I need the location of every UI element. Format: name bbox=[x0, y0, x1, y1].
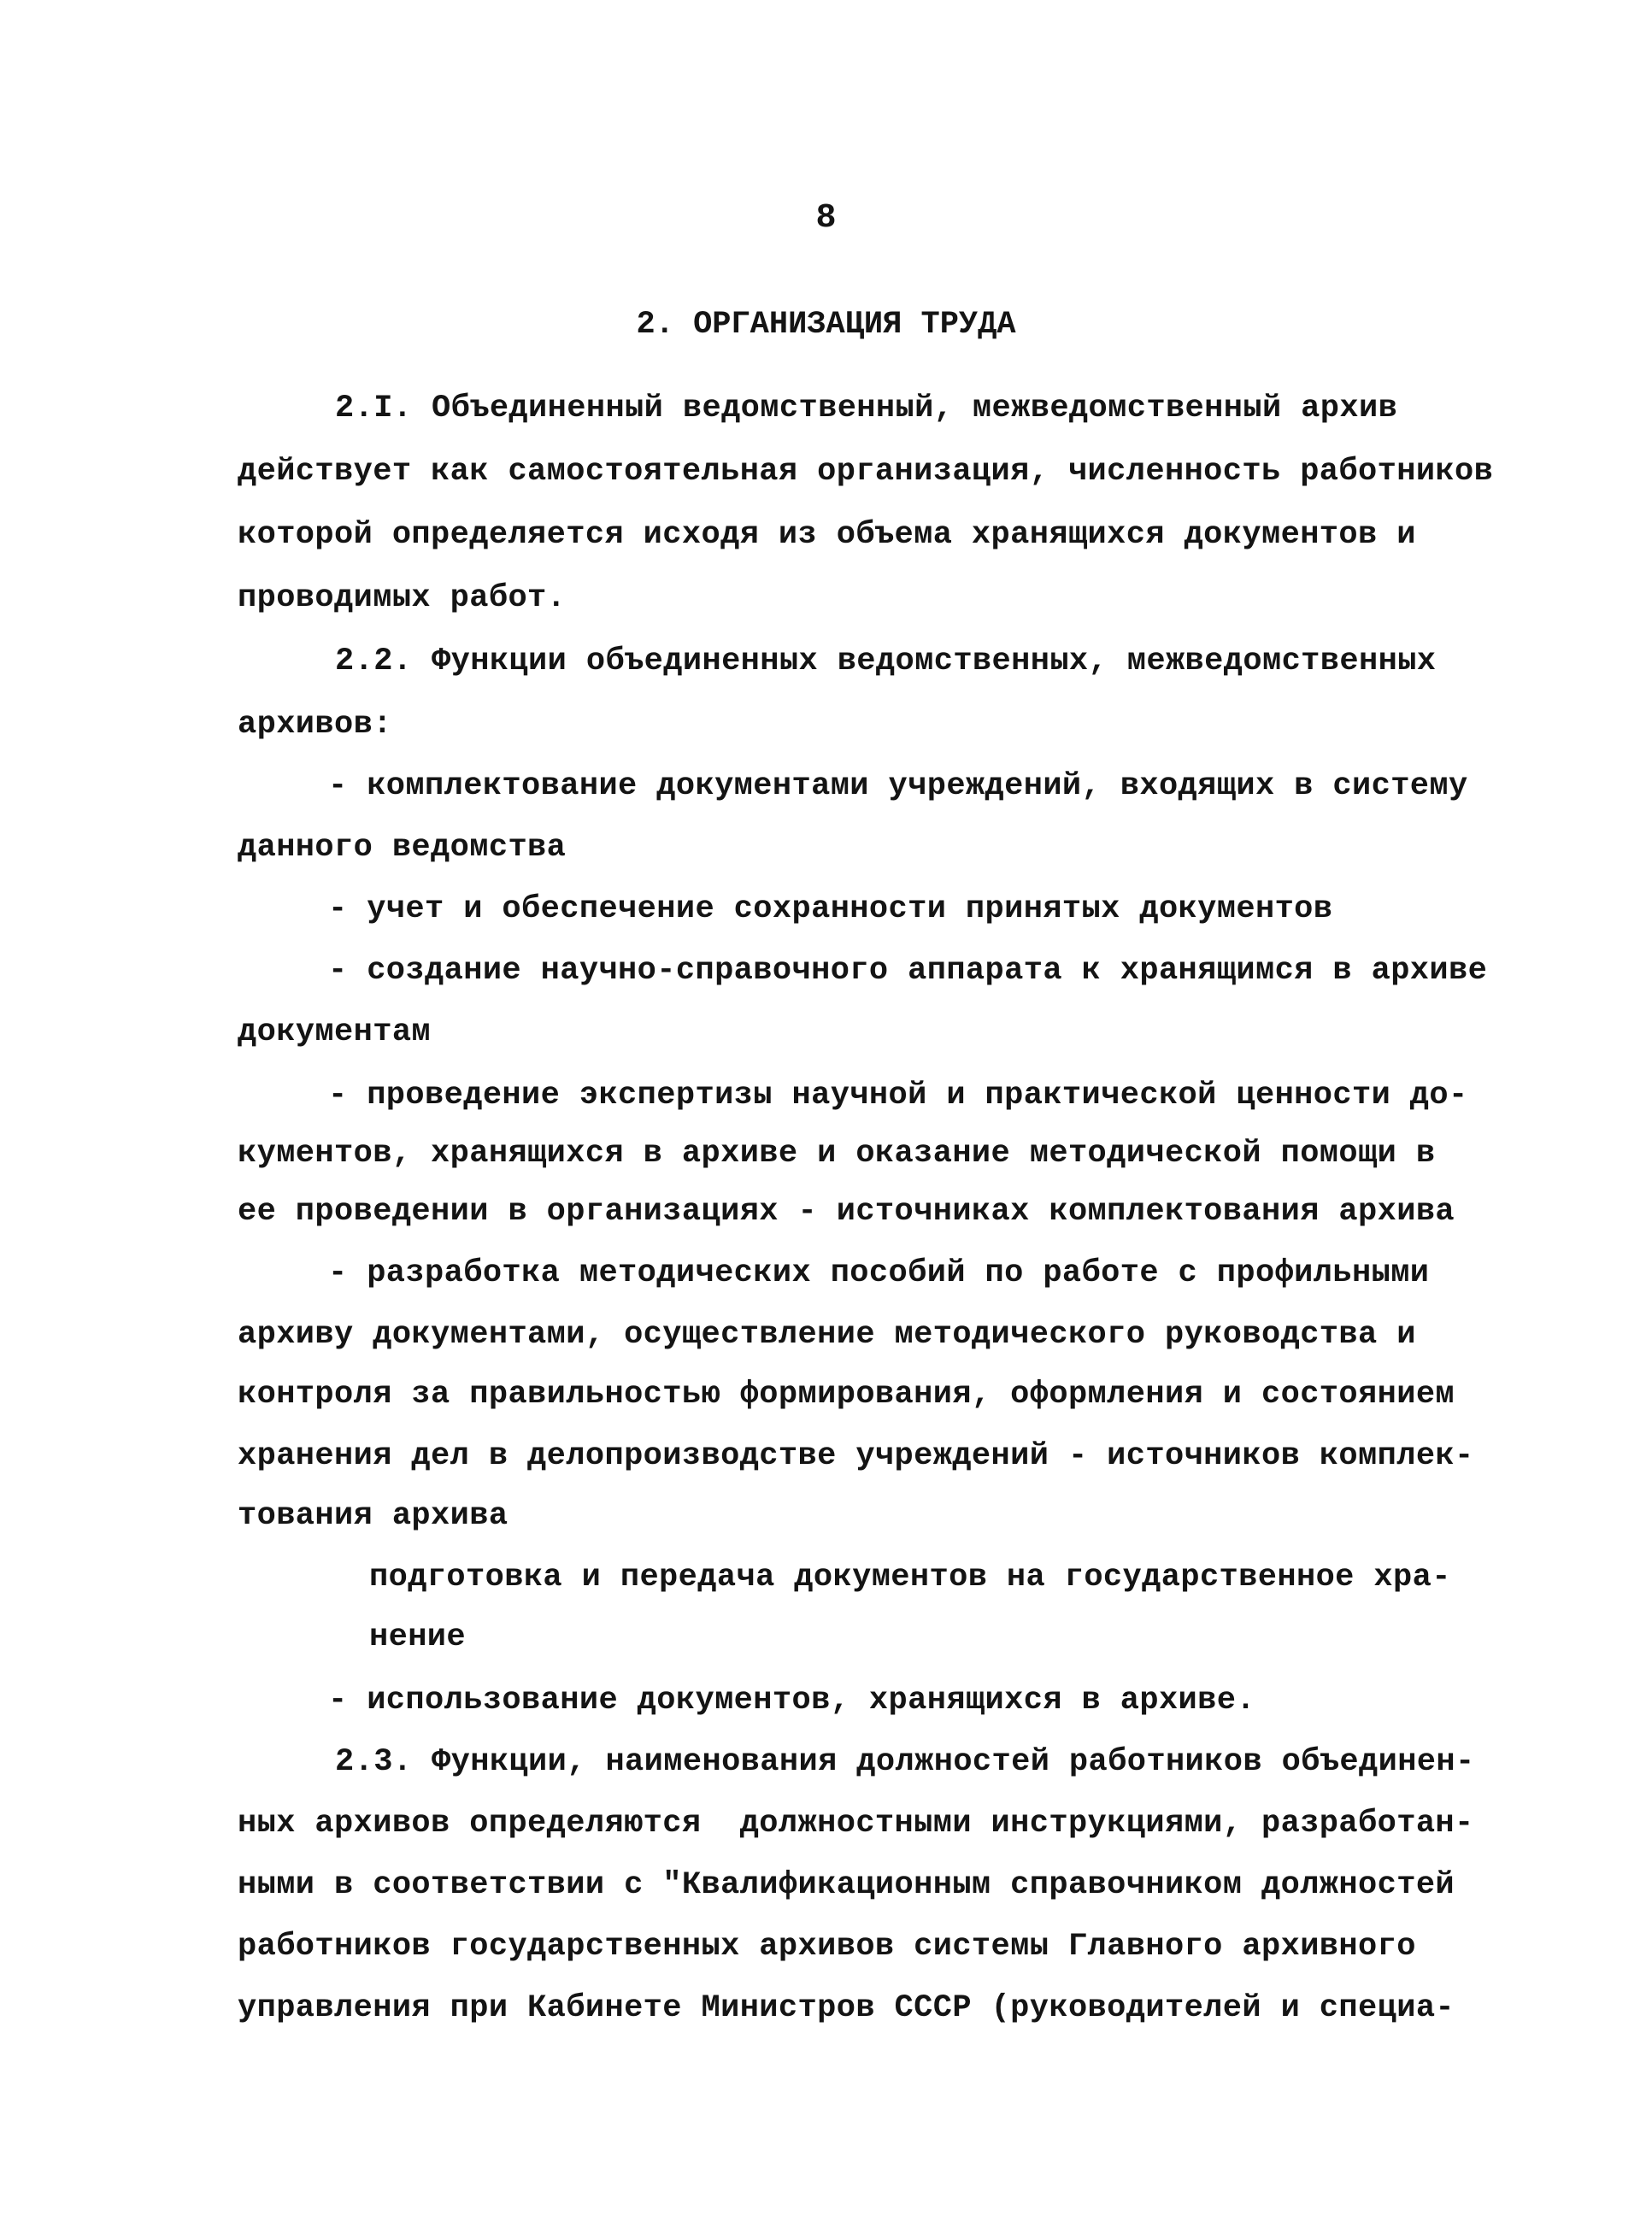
list-item-expertise-line-1: - проведение экспертизы научной и практической ценности до- bbox=[328, 1078, 1468, 1113]
list-item-recruitment-line-1: - комплектование документами учреждений, входящих в систему bbox=[328, 768, 1468, 804]
section-title: 2. ОРГАНИЗАЦИЯ ТРУДА bbox=[636, 307, 1016, 343]
list-item-methodical-line-5: тования архива bbox=[238, 1498, 509, 1534]
paragraph-2-3-line-2: ных архивов определяются должностными инструкциями, разработан- bbox=[238, 1806, 1474, 1842]
list-item-methodical-line-2: архиву документами, осуществление методического руководства и bbox=[238, 1317, 1416, 1353]
list-item-recruitment-line-2: данного ведомства bbox=[238, 830, 567, 866]
list-item-methodical-line-4: хранения дел в делопроизводстве учреждений - источников комплек- bbox=[238, 1438, 1474, 1474]
list-item-methodical-line-1: - разработка методических пособий по работе с профильными bbox=[328, 1255, 1430, 1291]
list-item-transfer-line-2: нение bbox=[369, 1619, 467, 1655]
paragraph-2-3-line-4: работников государственных архивов системы Главного архивного bbox=[238, 1929, 1416, 1965]
list-item-reference-apparatus-line-1: - создание научно-справочного аппарата к хранящимся в архиве bbox=[328, 953, 1488, 989]
list-item-reference-apparatus-line-2: документам bbox=[238, 1014, 432, 1050]
paragraph-2-2-line-1: 2.2. Функции объединенных ведомственных, межведомственных bbox=[335, 643, 1437, 679]
paragraph-2-1-line-4: проводимых работ. bbox=[238, 580, 567, 616]
paragraph-2-1-line-2: действует как самостоятельная организация, численность работников bbox=[238, 454, 1494, 490]
paragraph-2-2-line-2: архивов: bbox=[238, 707, 392, 743]
list-item-expertise-line-2: кументов, хранящихся в архиве и оказание методической помощи в bbox=[238, 1136, 1436, 1172]
list-item-accounting: - учет и обеспечение сохранности принятых документов bbox=[328, 891, 1333, 927]
paragraph-2-3-line-5: управления при Кабинете Министров СССР (руководителей и специа- bbox=[238, 1990, 1455, 2026]
paragraph-2-1-line-3: которой определяется исходя из объема хранящихся документов и bbox=[238, 517, 1416, 553]
paragraph-2-3-line-3: ными в соответствии с "Квалификационным справочником должностей bbox=[238, 1867, 1455, 1903]
list-item-expertise-line-3: ее проведении в организациях - источниках комплектования архива bbox=[238, 1194, 1455, 1230]
page-number: 8 bbox=[815, 199, 837, 238]
paragraph-2-3-line-1: 2.3. Функции, наименования должностей работников объединен- bbox=[335, 1744, 1475, 1780]
list-item-usage: - использование документов, хранящихся в архиве. bbox=[328, 1683, 1255, 1719]
paragraph-2-1-line-1: 2.I. Объединенный ведомственный, межведомственный архив bbox=[335, 391, 1398, 426]
list-item-methodical-line-3: контроля за правильностью формирования, оформления и состоянием bbox=[238, 1377, 1455, 1413]
list-item-transfer-line-1: подготовка и передача документов на государственное хра- bbox=[369, 1560, 1451, 1595]
